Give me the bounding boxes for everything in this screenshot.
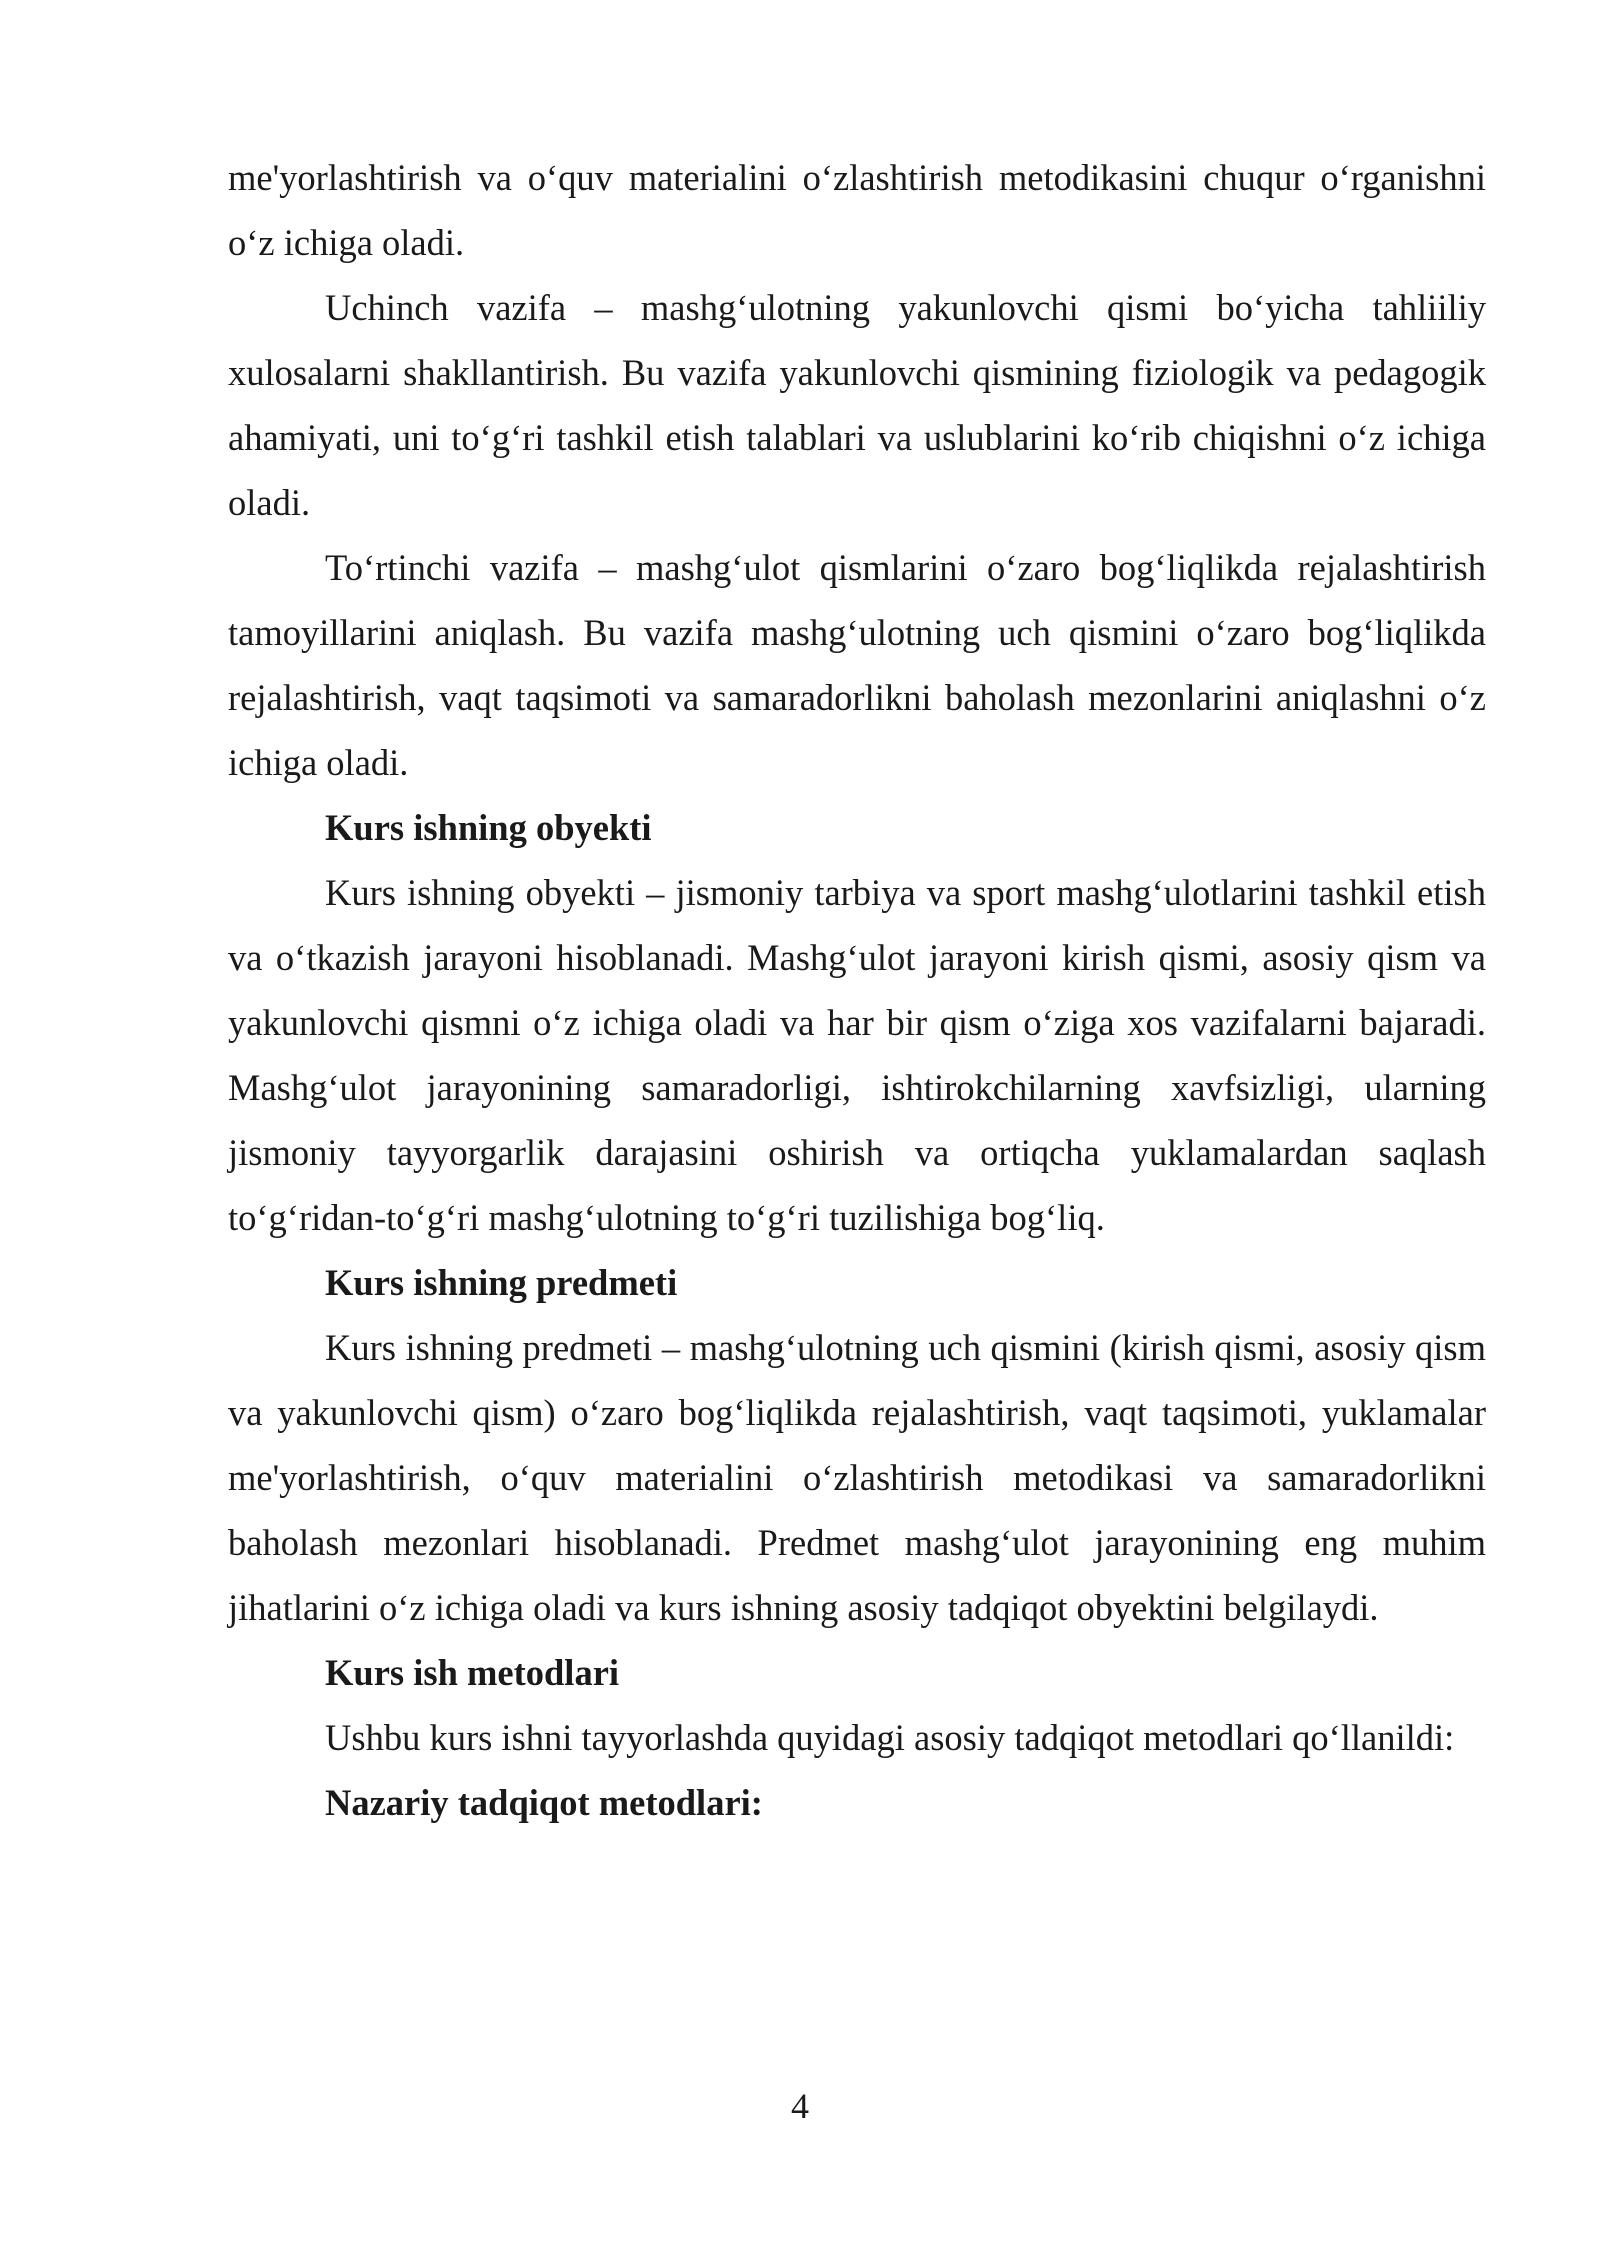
document-body (228, 145, 1486, 1835)
paragraph-object: Kurs ishning obyekti – jismoniy tarbiya va sport mashg‘ulotlarini tashkil etish va o‘tkazish jarayoni hisoblanadi. Mashg‘ulot jarayoni kirish qismi, asosiy qism va yakunlovchi qismni o‘z ichiga oladi va har bir qism o‘ziga xos vazifalarni bajaradi. Mashg‘ulot jarayonining samaradorligi, ishtirokchilarning xavfsizligi, ularning jismoniy tayyorgarlik darajasini oshirish va ortiqcha yuklamalardan saqlash to‘g‘ridan-to‘g‘ri mashg‘ulotning to‘g‘ri tuzilishiga bog‘liq. (228, 872, 1486, 1238)
page-number: 4 (791, 2086, 809, 2126)
paragraph-fourth-task: To‘rtinchi vazifa – mashg‘ulot qismlarini o‘zaro bog‘liqlikda rejalashtirish tamoyillarini aniqlash. Bu vazifa mashg‘ulotning uch qismini o‘zaro bog‘liqlikda rejalashtirish, vaqt taqsimoti va samaradorlikni baholash mezonlarini aniqlashni o‘z ichiga oladi. (228, 547, 1486, 783)
paragraph-methods: Ushbu kurs ishni tayyorlashda quyidagi asosiy tadqiqot metodlari qo‘llanildi: (325, 1717, 1455, 1758)
paragraph-continuation: me'yorlashtirish va o‘quv materialini o‘zlashtirish metodikasini chuqur o‘rganishni o‘z ichiga oladi. (228, 157, 1486, 263)
heading-object: Kurs ishning obyekti (325, 807, 652, 848)
paragraph-third-task: Uchinch vazifa – mashg‘ulotning yakunlovchi qismi bo‘yicha tahliiliy xulosalarni shakllantirish. Bu vazifa yakunlovchi qismining fiziologik va pedagogik ahamiyati, uni to‘g‘ri tashkil etish talablari va uslublarini ko‘rib chiqishni o‘z ichiga oladi. (228, 287, 1486, 523)
heading-subject: Kurs ishning predmeti (325, 1262, 678, 1303)
paragraph-subject: Kurs ishning predmeti – mashg‘ulotning uch qismini (kirish qismi, asosiy qism va yakunlovchi qism) o‘zaro bog‘liqlikda rejalashtirish, vaqt taqsimoti, yuklamalar me'yorlashtirish, o‘quv materialini o‘zlashtirish metodikasi va samaradorlikni baholash mezonlari hisoblanadi. Predmet mashg‘ulot jarayonining eng muhim jihatlarini o‘z ichiga oladi va kurs ishning asosiy tadqiqot obyektini belgilaydi. (228, 1327, 1486, 1628)
heading-theoretical-methods: Nazariy tadqiqot metodlari: (325, 1782, 763, 1823)
heading-methods: Kurs ish metodlari (325, 1652, 620, 1693)
